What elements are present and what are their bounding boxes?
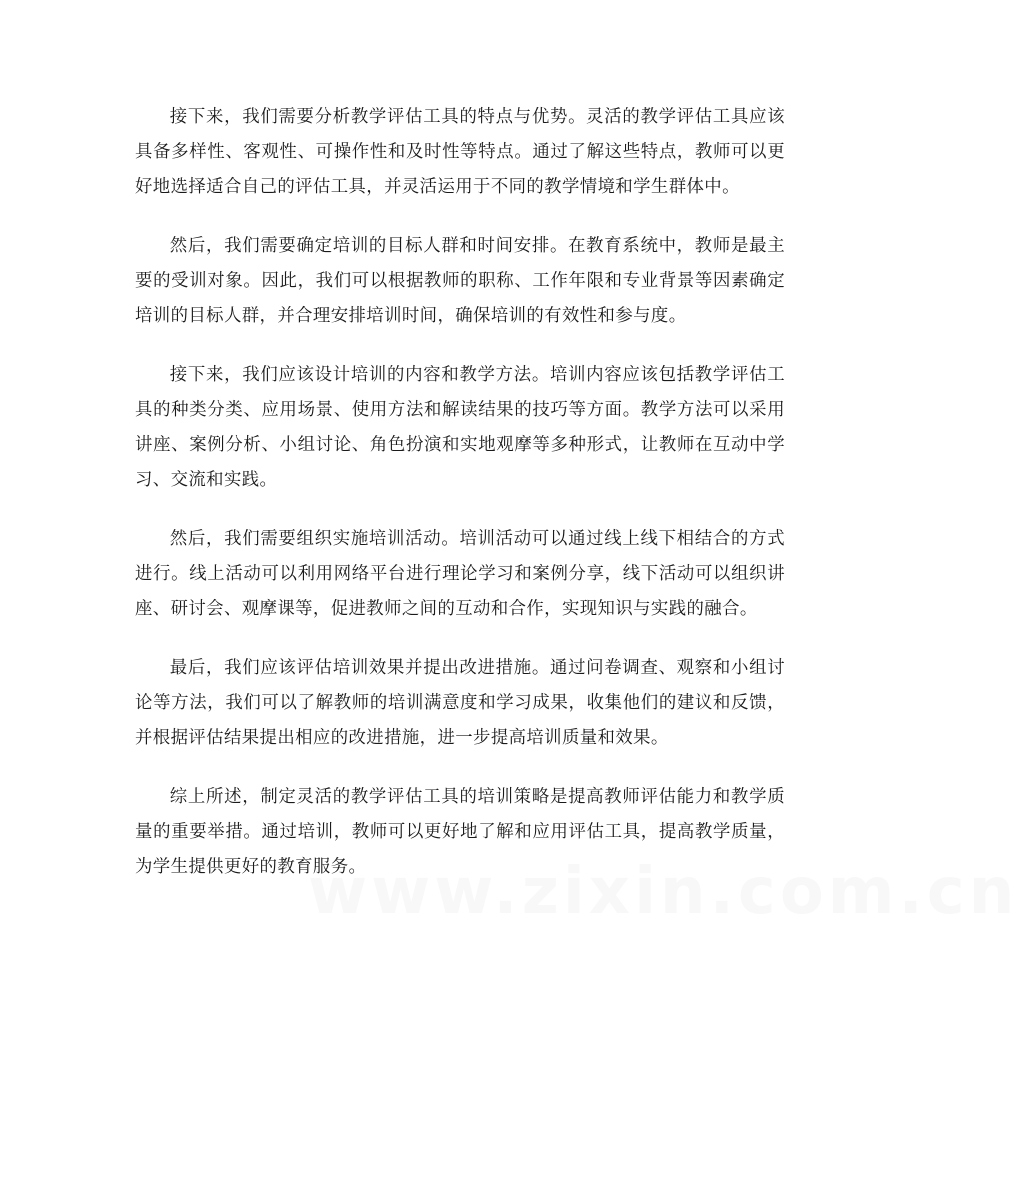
- watermark: www.zixin.com.cn: [308, 855, 1018, 929]
- paragraph-3: 接下来，我们应该设计培训的内容和教学方法。培训内容应该包括教学评估工具的种类分类、应用场景、使用方法和解读结果的技巧等方面。教学方法可以采用讲座、案例分析、小组讨论、角色扮演和实地观摩等多种形式，让教师在互动中学习、交流和实践。: [135, 365, 785, 490]
- document-body: [135, 100, 785, 909]
- paragraph-5: 最后，我们应该评估培训效果并提出改进措施。通过问卷调查、观察和小组讨论等方法，我们可以了解教师的培训满意度和学习成果，收集他们的建议和反馈，并根据评估结果提出相应的改进措施，进一步提高培训质量和效果。: [135, 658, 785, 748]
- paragraph-1: 接下来，我们需要分析教学评估工具的特点与优势。灵活的教学评估工具应该具备多样性、客观性、可操作性和及时性等特点。通过了解这些特点，教师可以更好地选择适合自己的评估工具，并灵活运用于不同的教学情境和学生群体中。: [135, 107, 785, 197]
- paragraph-6: 综上所述，制定灵活的教学评估工具的培训策略是提高教师评估能力和教学质量的重要举措。通过培训，教师可以更好地了解和应用评估工具，提高教学质量，为学生提供更好的教育服务。: [135, 787, 785, 877]
- paragraph-4: 然后，我们需要组织实施培训活动。培训活动可以通过线上线下相结合的方式进行。线上活动可以利用网络平台进行理论学习和案例分享，线下活动可以组织讲座、研讨会、观摩课等，促进教师之间的互动和合作，实现知识与实践的融合。: [135, 529, 785, 619]
- paragraph-2: 然后，我们需要确定培训的目标人群和时间安排。在教育系统中，教师是最主要的受训对象。因此，我们可以根据教师的职称、工作年限和专业背景等因素确定培训的目标人群，并合理安排培训时间，确保培训的有效性和参与度。: [135, 236, 785, 326]
